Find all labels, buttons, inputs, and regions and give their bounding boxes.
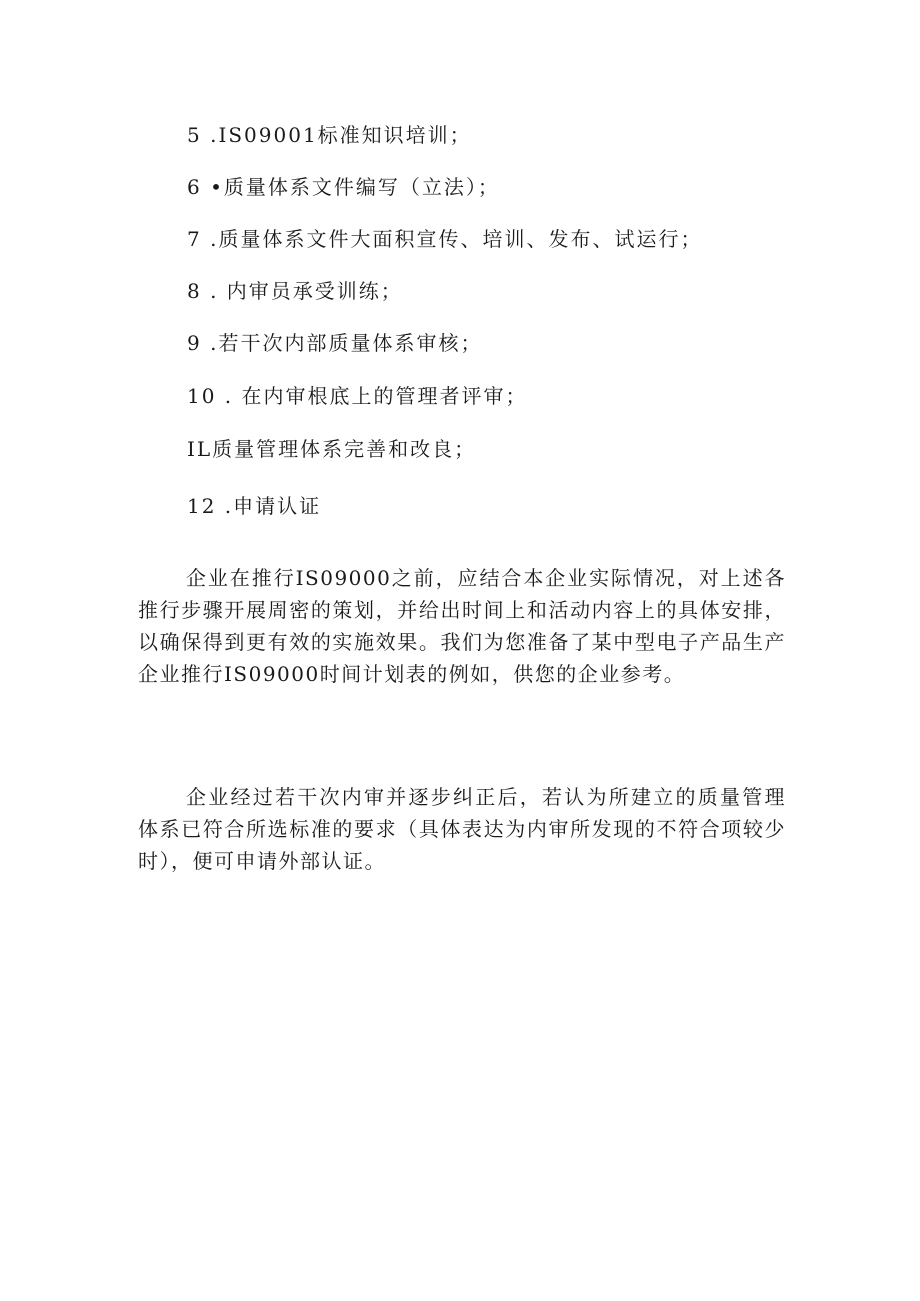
list-item-step-5: 5 .IS09001标准知识培训； xyxy=(187,123,472,147)
list-item-step-11: IL质量管理体系完善和改良； xyxy=(187,437,477,461)
list-item-step-10: 10 . 在内审根底上的管理者评审； xyxy=(187,384,528,408)
paragraph-certification: 企业经过若干次内审并逐步纠正后，若认为所建立的质量管理体系已符合所选标准的要求（具体表达为内审所发现的不符合项较少时），便可申请外部认证。 xyxy=(138,785,786,873)
list-item-step-9: 9 .若干次内部质量体系审核； xyxy=(187,331,483,355)
list-item-step-7: 7 .质量体系文件大面积宣传、培训、发布、试运行； xyxy=(187,227,703,251)
list-item-step-12: 12 .申请认证 xyxy=(187,494,322,518)
list-item-step-6: 6 •质量体系文件编写（立法）； xyxy=(187,175,500,199)
paragraph-planning: 企业在推行IS09000之前，应结合本企业实际情况，对上述各推行步骤开展周密的策划，并给出时间上和活动内容上的具体安排，以确保得到更有效的实施效果。我们为您准备了某中型电子产品生产企业推行IS09000时间计划表的例如，供您的企业参考。 xyxy=(138,566,786,686)
list-item-step-8: 8 . 内审员承受训练； xyxy=(187,279,403,303)
